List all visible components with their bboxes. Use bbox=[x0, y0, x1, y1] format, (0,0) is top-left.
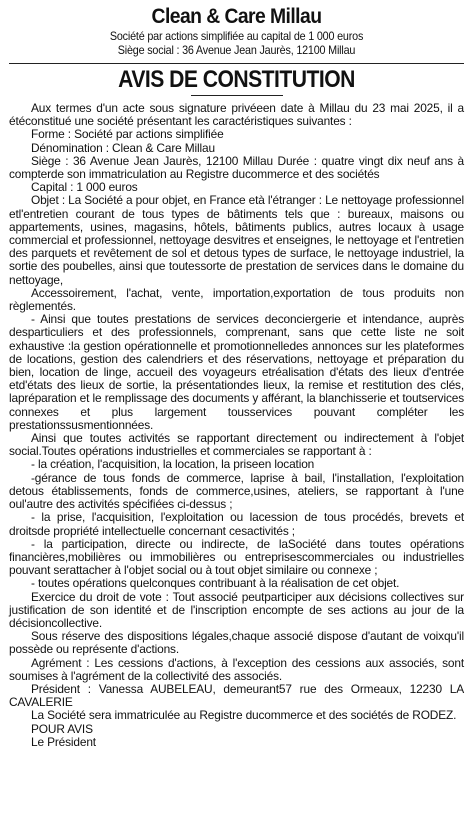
paragraph-accessory: Accessoirement, l'achat, vente, importation,exportation de tous produits non règlementés. bbox=[9, 285, 464, 314]
paragraph-intro: Aux termes d'un acte sous signature privéeen date à Millau du 23 mai 2025, il a étéconstitué une société présentant les caractéristiques suivantes : bbox=[9, 101, 464, 129]
paragraph-capital: Capital : 1 000 euros bbox=[31, 180, 138, 195]
paragraph-item-participation: - la participation, directe ou indirecte, de laSociété dans toutes opérations financières,mobilières ou immobilières ou entreprisescommerciales ou industrielles pouvant serattacher à l'objet social ou à tout objet similaire ou connexe ; bbox=[9, 536, 464, 578]
signatory: Le Président bbox=[31, 734, 96, 749]
paragraph-item-ip: - la prise, l'acquisition, l'exploitation ou lacession de tous procédés, brevets et droitsde propriété intellectuelle concernant cesactivités ; bbox=[9, 510, 464, 538]
paragraph-item-operations: - toutes opérations quelconques contribuant à la réalisation de cet objet. bbox=[31, 576, 400, 591]
paragraph-denomination: Dénomination : Clean & Care Millau bbox=[31, 140, 215, 155]
paragraph-item-management: -gérance de tous fonds de commerce, laprise à bail, l'installation, l'exploitation detous établissements, fonds de commerce,usines, ateliers, se rapportant à l'une oul'autre des activités spécifiées ci-dessus ; bbox=[9, 470, 464, 512]
title-underline bbox=[191, 95, 283, 96]
paragraph-item-creation: - la création, l'acquisition, la location, la priseen location bbox=[31, 457, 315, 472]
company-name: Clean & Care Millau bbox=[151, 5, 322, 28]
paragraph-form: Forme : Société par actions simplifiée bbox=[31, 127, 224, 142]
paragraph-seat-duration: Siège : 36 Avenue Jean Jaurès, 12100 Millau Durée : quatre vingt dix neuf ans à compterde son immatriculation au Registre ducommerce et des sociétés bbox=[9, 153, 464, 182]
notice-title: AVIS DE CONSTITUTION bbox=[118, 66, 355, 93]
paragraph-concierge: - Ainsi que toutes prestations de services deconciergerie et intendance, auprès desparticuliers et des professionnels, comprenant, sans que cette liste ne soit exhaustive :la gestion opérationnelle et promotionnelledes annonces sur les plateformes de locations, gestion des calendriers et des réservations, nettoyage et préparation du bien, location de linge, accueil des voyageurs etréalisation d'états des lieux d'entrée etd'états des lieux de sortie, la présentationdes lieux, la remise et restitution des clés, lapréparation et le remplissage des documents y afférant, la blanchisserie et toutservices connexes et plus largement tousservices pouvant compléter les prestationssusmentionnées. bbox=[9, 312, 464, 432]
pour-avis: POUR AVIS bbox=[31, 721, 93, 736]
paragraph-object: Objet : La Société a pour objet, en France età l'étranger : Le nettoyage professionnel etl'entretien courant de tous types de bâtiments tels que : bureaux, maisons ou appartements, usines, magasins, hôtels, bâtiments publics, autres locaux à usage commercial et professionnel, nettoyage desvitres et enseignes, le nettoyage et l'entretien des parquets et revêtement de sol et detous types de surface, le nettoyage industriel, la sortie des poubelles, ainsi que toutessorte de prestation de services dans le domaine du nettoyage, bbox=[9, 193, 464, 287]
paragraph-voting-rights: Exercice du droit de vote : Tout associé peutparticiper aux décisions collectives sur justification de son identité et de l'inscription encompte de ses actions au jour de la décisioncollective. bbox=[9, 589, 464, 630]
paragraph-votes: Sous réserve des dispositions légales,chaque associé dispose d'autant de voixqu'il possède ou représente d'actions. bbox=[9, 629, 464, 657]
notice-body bbox=[9, 102, 464, 749]
registered-office-line: Siège social : 36 Avenue Jean Jaurès, 12100 Millau bbox=[117, 44, 356, 57]
legal-form-line: Société par actions simplifiée au capital de 1 000 euros bbox=[109, 30, 364, 43]
header-divider bbox=[9, 63, 464, 64]
paragraph-activities: Ainsi que toutes activités se rapportant directement ou indirectement à l'objet social.Toutes opérations industrielles et commerciales se rapportant à : bbox=[9, 431, 464, 459]
paragraph-president: Président : Vanessa AUBELEAU, demeurant57 rue des Ormeaux, 12230 LA CAVALERIE bbox=[9, 681, 464, 710]
paragraph-approval: Agrément : Les cessions d'actions, à l'exception des cessions aux associés, sont soumises à l'agrément de la collectivité des associés. bbox=[9, 655, 464, 683]
paragraph-registration: La Société sera immatriculée au Registre ducommerce et des sociétés de RODEZ. bbox=[31, 708, 457, 723]
